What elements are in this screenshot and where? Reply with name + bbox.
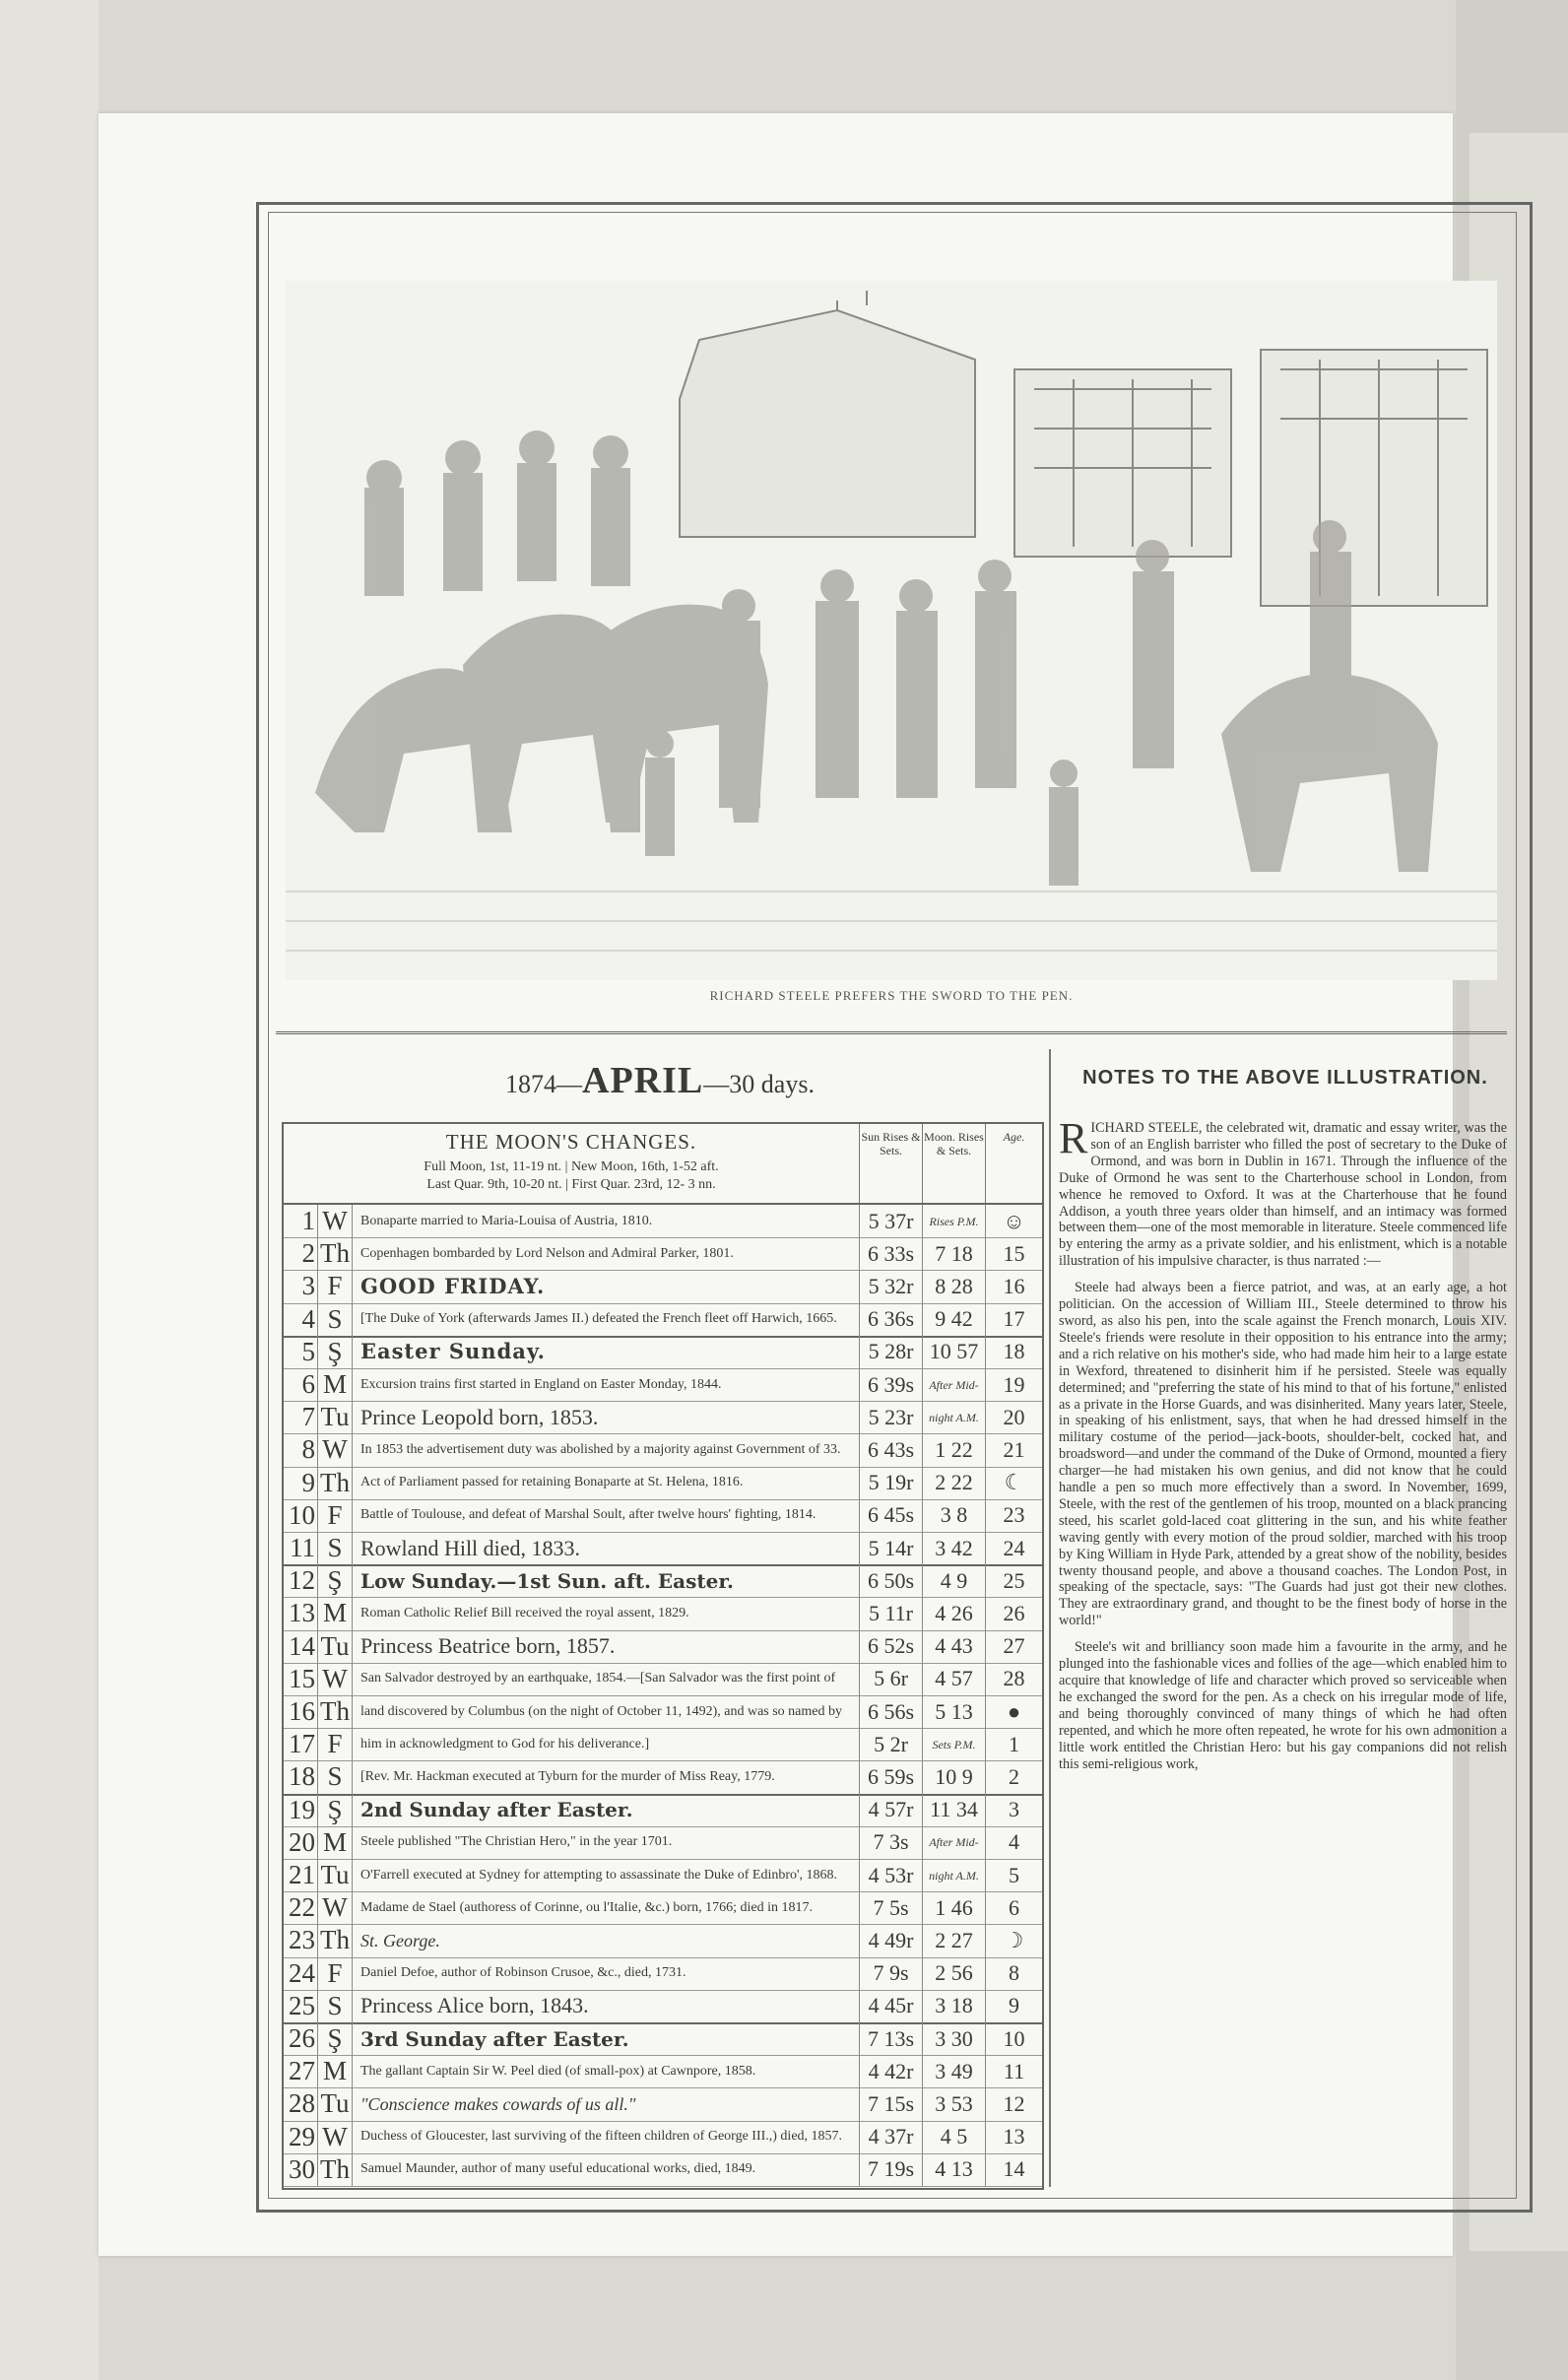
table-row [284, 1760, 1042, 1795]
moon-age: ● [985, 1695, 1042, 1728]
moon-changes-line: Full Moon, 1st, 11-19 nt. | New Moon, 16th, 1-52 aft. [424, 1159, 719, 1174]
table-row [284, 1303, 1042, 1338]
weekday: Th [317, 1695, 353, 1728]
moon-time: 3 8 [922, 1499, 985, 1532]
weekday: Th [317, 2153, 353, 2186]
moon-column-header: Moon. Rises & Sets. [922, 1124, 985, 1203]
moon-age: 6 [985, 1891, 1042, 1924]
day-number: 4 [301, 1303, 315, 1334]
sun-time: 7 15s [859, 2087, 922, 2120]
moon-age: 9 [985, 1990, 1042, 2022]
sun-time: 5 14r [859, 1532, 922, 1564]
moon-time: 7 18 [922, 1237, 985, 1270]
sun-time: 5 2r [859, 1728, 922, 1760]
event-text: Prince Leopold born, 1853. [360, 1404, 599, 1429]
moon-age: 26 [985, 1597, 1042, 1629]
event-text: Rowland Hill died, 1833. [360, 1535, 581, 1560]
day-number: 14 [289, 1630, 315, 1661]
almanac-page [98, 113, 1507, 2256]
moon-time: 4 43 [922, 1630, 985, 1663]
event-text: Samuel Maunder, author of many useful educational works, died, 1849. [360, 2161, 756, 2177]
sun-time: 4 57r [859, 1794, 922, 1826]
moon-age: 5 [985, 1859, 1042, 1891]
notes-paragraph: Steele had always been a fierce patriot, and was, at an early age, a hot politician. On the accession of William III., Steele determined to throw his sword, as also his pen, into the scale against the French monarch, Louis XIV. Steele's friends were resolute in their opposition to his entrance into the army; and a rich relative on his mother's side, who had made him heir to a large estate in Wexford, threatened to disinherit him if he persisted. Steele was equally determined; and "preferring the state of his mind to that of his fortune," enlisted as a private in the Horse Guards, and was disinherited. Many years later, Steele, in speaking of his enlistment, says, that when he had dressed himself in the military costume of the period—jack-boots, shoulder-belt, cocked hat, and broadsword—and under the command of the Duke of Ormond, mounted a fiery charger—he had mistaken his own genius, and did not know that he could handle a pen so much more effectively than a sword. In November, 1699, Steele, with the rest of the gentlemen of his troop, mounted on a black prancing steed, his scarlet gold-laced coat glittering in the sun, and his white feather waving gently with every motion of the proud soldier, marched with his troop by King William in Hyde Park, attended by a great show of the nobility, besides twenty thousand people, and above a thousand coaches. The London Post, in speaking of the spectacle, says: "The Guards had just got their new clothes. They are extraordinary grand, and thought to be the finest body of horse in the world!" [1059, 1280, 1507, 1629]
weekday: F [317, 1499, 353, 1532]
day-number: 15 [289, 1663, 315, 1693]
table-row [284, 1564, 1042, 1598]
table-row [284, 1924, 1042, 1957]
day-number: 23 [289, 1925, 315, 1955]
moon-time: 3 53 [922, 2087, 985, 2120]
day-number: 25 [289, 1990, 315, 2020]
sun-time: 7 19s [859, 2153, 922, 2186]
table-row [284, 2022, 1042, 2056]
calendar-month: APRIL [582, 1060, 704, 1101]
moon-time: After Mid- [922, 1826, 985, 1859]
day-number: 22 [289, 1892, 315, 1923]
moon-time: 2 22 [922, 1467, 985, 1499]
calendar-title: 1874—APRIL—30 days. [505, 1060, 815, 1101]
day-number: 20 [289, 1826, 315, 1857]
sun-time: 6 45s [859, 1499, 922, 1532]
weekday: S [317, 1760, 353, 1793]
moon-time: 4 13 [922, 2153, 985, 2186]
day-number: 2 [301, 1238, 315, 1269]
moon-time: 4 9 [922, 1564, 985, 1597]
event-text: Daniel Defoe, author of Robinson Crusoe, &c., died, 1731. [360, 1965, 686, 1981]
event-text: "Conscience makes cowards of us all." [360, 2093, 636, 2114]
day-number: 12 [289, 1565, 315, 1596]
moon-time: 9 42 [922, 1303, 985, 1336]
moon-age: 23 [985, 1499, 1042, 1532]
moon-time: 3 42 [922, 1532, 985, 1564]
day-number: 6 [301, 1369, 315, 1400]
moon-age: 15 [985, 1237, 1042, 1270]
moon-time: 1 46 [922, 1891, 985, 1924]
notes-paragraph-text: ICHARD STEELE, the celebrated wit, dramatic and essay writer, was the son of an English barrister who filled the post of secretary to the Duke of Ormond, and was born in Dublin in 1671. Through the influence of the Duke of Ormond he was sent to the Charterhouse school in London, from whence he removed to Oxford. It was at the Charterhouse that he found Addison, a youth three years older than himself, and an intimacy was formed between them—one of the most memorable in literature. Steele commenced life by entering the army as a private soldier, and his enlistment, which is a notable illustration of his impulsive character, is thus narrated :— [1059, 1120, 1507, 1270]
event-text: Easter Sunday. [360, 1339, 546, 1364]
weekday: W [317, 1205, 353, 1237]
weekday: Ş [317, 1336, 353, 1368]
event-text: [Rev. Mr. Hackman executed at Tyburn for the murder of Miss Reay, 1779. [360, 1768, 775, 1784]
sun-time: 7 13s [859, 2022, 922, 2055]
event-text: 2nd Sunday after Easter. [360, 1798, 633, 1822]
table-row [284, 2087, 1042, 2121]
sun-time: 6 50s [859, 1564, 922, 1597]
table-row [284, 1597, 1042, 1630]
weekday: Th [317, 1924, 353, 1956]
table-row [284, 1663, 1042, 1696]
sun-time: 4 45r [859, 1990, 922, 2022]
table-row [284, 1433, 1042, 1467]
event-text: Princess Beatrice born, 1857. [360, 1633, 616, 1659]
moon-time: After Mid- [922, 1368, 985, 1401]
sun-time: 6 59s [859, 1760, 922, 1793]
engraving-illustration [286, 281, 1497, 980]
table-row [284, 1499, 1042, 1533]
moon-age: 8 [985, 1957, 1042, 1990]
age-column-header: Age. [985, 1124, 1042, 1203]
table-row [284, 1695, 1042, 1729]
table-row [284, 1957, 1042, 1991]
moon-time: night A.M. [922, 1859, 985, 1891]
moon-age: 19 [985, 1368, 1042, 1401]
event-text: Low Sunday.—1st Sun. aft. Easter. [360, 1568, 734, 1593]
day-number: 9 [301, 1467, 315, 1497]
moon-age: 18 [985, 1336, 1042, 1368]
sun-time: 4 42r [859, 2055, 922, 2087]
sun-time: 5 19r [859, 1467, 922, 1499]
moon-age: 11 [985, 2055, 1042, 2087]
event-text: Bonaparte married to Maria-Louisa of Austria, 1810. [360, 1213, 653, 1228]
moon-age: 10 [985, 2022, 1042, 2055]
weekday: S [317, 1532, 353, 1564]
moon-time: 4 5 [922, 2121, 985, 2153]
moon-time: night A.M. [922, 1401, 985, 1433]
table-row [284, 1237, 1042, 1271]
table-row [284, 1336, 1042, 1369]
sun-time: 5 23r [859, 1401, 922, 1433]
sun-time: 6 39s [859, 1368, 922, 1401]
sun-time: 5 28r [859, 1336, 922, 1368]
day-number: 19 [289, 1794, 315, 1824]
moon-age: ☽ [985, 1924, 1042, 1956]
moon-time: 8 28 [922, 1270, 985, 1302]
moon-time: 10 57 [922, 1336, 985, 1368]
sun-time: 5 32r [859, 1270, 922, 1302]
sun-time: 5 11r [859, 1597, 922, 1629]
weekday: Tu [317, 1630, 353, 1663]
moon-age: 14 [985, 2153, 1042, 2186]
moon-age: 3 [985, 1794, 1042, 1826]
calendar-header [284, 1124, 1042, 1205]
table-row [284, 1270, 1042, 1303]
day-number: 27 [289, 2056, 315, 2086]
sun-time: 4 53r [859, 1859, 922, 1891]
moon-age: 17 [985, 1303, 1042, 1336]
event-text: Copenhagen bombarded by Lord Nelson and Admiral Parker, 1801. [360, 1245, 734, 1261]
table-row [284, 1401, 1042, 1434]
weekday: Tu [317, 1859, 353, 1891]
moon-age: 12 [985, 2087, 1042, 2120]
table-row [284, 1630, 1042, 1664]
event-text: him in acknowledgment to God for his deliverance.] [360, 1736, 650, 1752]
table-row [284, 1859, 1042, 1892]
table-row [284, 1891, 1042, 1925]
sun-time: 6 56s [859, 1695, 922, 1728]
day-number: 17 [289, 1729, 315, 1759]
table-row [284, 1990, 1042, 2024]
calendar-year: 1874 [505, 1070, 557, 1098]
day-number: 7 [301, 1402, 315, 1432]
event-text: Excursion trains first started in England on Easter Monday, 1844. [360, 1376, 722, 1392]
moon-age: 1 [985, 1728, 1042, 1760]
day-number: 13 [289, 1598, 315, 1628]
day-number: 5 [301, 1336, 315, 1366]
weekday: S [317, 1990, 353, 2022]
event-text: Madame de Stael (authoress of Corinne, ou l'Italie, &c.) born, 1766; died in 1817. [360, 1899, 813, 1915]
table-row [284, 1368, 1042, 1402]
table-row [284, 1826, 1042, 1860]
notes-paragraph: Steele's wit and brilliancy soon made him a favourite in the army, and he plunged into the fashionable vices and follies of the age—which enabled him to acquire that knowledge of life and character which proved so serviceable when he exchanged the sword for the pen. As a check on his irregular mode of life, and being thoroughly convinced of many things of which he had often repented, and which he more often repeated, he wrote for his own admonition a little work entitled the Christian Hero: but his gay companions did not relish this semi-religious work, [1059, 1639, 1507, 1772]
weekday: F [317, 1957, 353, 1990]
event-text: Battle of Toulouse, and defeat of Marshal Soult, after twelve hours' fighting, 1814. [360, 1507, 817, 1523]
event-text: land discovered by Columbus (on the night of October 11, 1492), and was so named by [360, 1703, 843, 1719]
drop-cap: R [1059, 1114, 1088, 1162]
weekday: M [317, 2055, 353, 2087]
event-text: Roman Catholic Relief Bill received the royal assent, 1829. [360, 1605, 689, 1620]
notes-paragraph [1059, 1114, 1507, 1270]
weekday: Tu [317, 2087, 353, 2120]
event-text: 3rd Sunday after Easter. [360, 2026, 629, 2051]
weekday: Th [317, 1237, 353, 1270]
moon-time: 4 57 [922, 1663, 985, 1695]
illustration-caption: RICHARD STEELE PREFERS THE SWORD TO THE PEN. [709, 988, 1074, 1003]
day-number: 21 [289, 1860, 315, 1890]
moon-age: 25 [985, 1564, 1042, 1597]
table-row [284, 2055, 1042, 2088]
event-text: The gallant Captain Sir W. Peel died (of small-pox) at Cawnpore, 1858. [360, 2063, 756, 2079]
sun-time: 6 33s [859, 1237, 922, 1270]
day-number: 24 [289, 1957, 315, 1988]
weekday: Tu [317, 1401, 353, 1433]
event-text: St. George. [360, 1930, 440, 1950]
weekday: S [317, 1303, 353, 1336]
calendar-days: 30 days. [729, 1070, 815, 1098]
table-row [284, 2121, 1042, 2154]
table-row [284, 2153, 1042, 2187]
day-number: 3 [301, 1271, 315, 1301]
moon-age: 28 [985, 1663, 1042, 1695]
event-text: San Salvador destroyed by an earthquake, 1854.—[San Salvador was the first point of [360, 1671, 836, 1686]
moon-changes-title: THE MOON'S CHANGES. [445, 1130, 697, 1154]
sun-column-header: Sun Rises & Sets. [859, 1124, 922, 1203]
moon-age: ☾ [985, 1467, 1042, 1499]
moon-age: 21 [985, 1433, 1042, 1466]
scan-margin [0, 0, 98, 2380]
moon-age: 4 [985, 1826, 1042, 1859]
moon-changes-line: Last Quar. 9th, 10-20 nt. | First Quar. 23rd, 12- 3 nn. [426, 1177, 716, 1192]
moon-time: Rises P.M. [922, 1205, 985, 1237]
moon-age: 2 [985, 1760, 1042, 1793]
weekday: W [317, 1433, 353, 1466]
sun-time: 4 37r [859, 2121, 922, 2153]
day-number: 28 [289, 2088, 315, 2119]
day-number: 18 [289, 1761, 315, 1792]
day-number: 29 [289, 2121, 315, 2151]
event-text: GOOD FRIDAY. [360, 1273, 546, 1298]
sun-time: 5 6r [859, 1663, 922, 1695]
calendar-table [282, 1122, 1044, 2190]
moon-time: 2 27 [922, 1924, 985, 1956]
moon-time: 3 18 [922, 1990, 985, 2022]
section-divider [276, 1031, 1507, 1034]
weekday: M [317, 1597, 353, 1629]
day-number: 16 [289, 1696, 315, 1727]
weekday: Ş [317, 2022, 353, 2055]
sun-time: 7 5s [859, 1891, 922, 1924]
moon-age: 16 [985, 1270, 1042, 1302]
event-text: In 1853 the advertisement duty was abolished by a majority against Government of 33. [360, 1441, 841, 1457]
day-number: 10 [289, 1499, 315, 1530]
moon-age: 13 [985, 2121, 1042, 2153]
notes-title: NOTES TO THE ABOVE ILLUSTRATION. [1082, 1067, 1488, 1089]
event-text: [The Duke of York (afterwards James II.) defeated the French fleet off Harwich, 1665. [360, 1311, 837, 1327]
moon-age: 20 [985, 1401, 1042, 1433]
day-number: 1 [301, 1206, 315, 1236]
weekday: Ş [317, 1564, 353, 1597]
table-row [284, 1205, 1042, 1238]
moon-time: 10 9 [922, 1760, 985, 1793]
moon-time: 3 30 [922, 2022, 985, 2055]
weekday: M [317, 1368, 353, 1401]
notes-text [1059, 1114, 1507, 1782]
event-text: Steele published "The Christian Hero," in the year 1701. [360, 1834, 673, 1850]
weekday: F [317, 1728, 353, 1760]
day-number: 30 [289, 2153, 315, 2184]
moon-time: Sets P.M. [922, 1728, 985, 1760]
sun-time: 6 52s [859, 1630, 922, 1663]
day-number: 8 [301, 1434, 315, 1465]
moon-time: 2 56 [922, 1957, 985, 1990]
day-number: 26 [289, 2023, 315, 2054]
weekday: W [317, 1663, 353, 1695]
weekday: Th [317, 1467, 353, 1499]
moon-time: 4 26 [922, 1597, 985, 1629]
sun-time: 6 43s [859, 1433, 922, 1466]
event-text: Princess Alice born, 1843. [360, 1993, 589, 2018]
column-divider [1049, 1049, 1051, 2187]
moon-time: 3 49 [922, 2055, 985, 2087]
sun-time: 7 3s [859, 1826, 922, 1859]
moon-age: ☺ [985, 1205, 1042, 1237]
weekday: W [317, 2121, 353, 2153]
event-text: Duchess of Gloucester, last surviving of the fifteen children of George III.,) died, 1857. [360, 2129, 843, 2145]
moon-time: 5 13 [922, 1695, 985, 1728]
weekday: W [317, 1891, 353, 1924]
weekday: M [317, 1826, 353, 1859]
moon-age: 24 [985, 1532, 1042, 1564]
table-row [284, 1532, 1042, 1566]
sun-time: 7 9s [859, 1957, 922, 1990]
moon-age: 27 [985, 1630, 1042, 1663]
table-row [284, 1467, 1042, 1500]
moon-time: 11 34 [922, 1794, 985, 1826]
sun-time: 4 49r [859, 1924, 922, 1956]
moon-time: 1 22 [922, 1433, 985, 1466]
table-row [284, 1728, 1042, 1761]
table-row [284, 1794, 1042, 1827]
weekday: Ş [317, 1794, 353, 1826]
day-number: 11 [290, 1533, 315, 1563]
weekday: F [317, 1270, 353, 1302]
sun-time: 6 36s [859, 1303, 922, 1336]
sun-time: 5 37r [859, 1205, 922, 1237]
event-text: O'Farrell executed at Sydney for attempting to assassinate the Duke of Edinbro', 1868. [360, 1867, 838, 1883]
event-text: Act of Parliament passed for retaining Bonaparte at St. Helena, 1816. [360, 1475, 744, 1490]
